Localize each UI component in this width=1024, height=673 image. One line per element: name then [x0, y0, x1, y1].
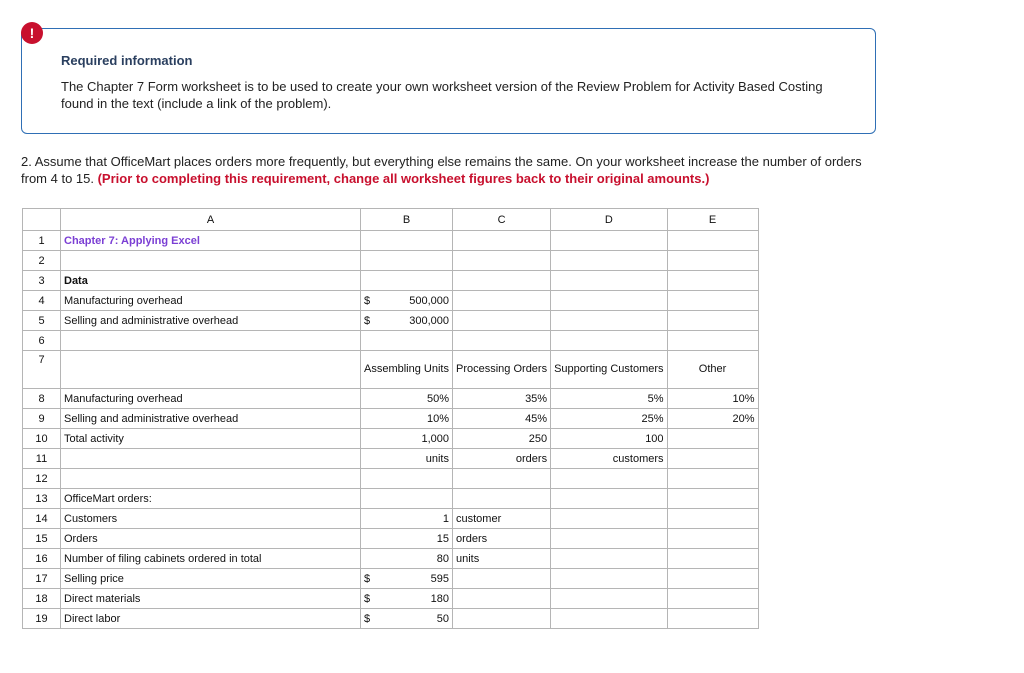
table-row: [23, 409, 759, 429]
table-row: [23, 449, 759, 469]
cell: [453, 489, 551, 509]
cell: [361, 251, 453, 271]
orders-label: Orders: [61, 529, 361, 549]
unit-supporting: customers: [551, 449, 667, 469]
direct-materials-value: [361, 589, 453, 609]
header-assembling-units: Assembling Units: [361, 351, 453, 389]
table-row: [23, 569, 759, 589]
mfg-overhead-value: [361, 291, 453, 311]
mfg-processing: 35%: [453, 389, 551, 409]
activity-supporting: 100: [551, 429, 667, 449]
cell: [453, 231, 551, 251]
cell: [667, 251, 758, 271]
cell: [453, 609, 551, 629]
direct-labor-label: Direct labor: [61, 609, 361, 629]
row-number: 12: [23, 469, 61, 489]
question-body: 2. Assume that OfficeMart places orders more frequently, but everything else remains the same. On your worksheet increase the number of orders from 4 to 15.: [21, 154, 862, 186]
table-row: [23, 351, 759, 389]
corner-cell: [23, 209, 61, 231]
table-row: [23, 331, 759, 351]
currency-symbol: $: [364, 294, 371, 307]
sheet-title: Chapter 7: Applying Excel: [61, 231, 361, 251]
cell: [453, 271, 551, 291]
table-row: [23, 589, 759, 609]
selling-price-value: [361, 569, 453, 589]
amount: 50: [436, 612, 449, 625]
orders-unit: orders: [453, 529, 551, 549]
cell: [551, 291, 667, 311]
amount: 500,000: [409, 294, 449, 307]
cell: [551, 509, 667, 529]
row-number: 19: [23, 609, 61, 629]
column-header-c: C: [453, 209, 551, 231]
row-number: 2: [23, 251, 61, 271]
cell: [667, 469, 758, 489]
cell: [61, 469, 361, 489]
row-number: 4: [23, 291, 61, 311]
selling-price-label: Selling price: [61, 569, 361, 589]
data-label: Data: [61, 271, 361, 291]
row-number: 1: [23, 231, 61, 251]
mfg-overhead-label: Manufacturing overhead: [61, 291, 361, 311]
table-row: [23, 509, 759, 529]
cell: [551, 529, 667, 549]
row-number: 15: [23, 529, 61, 549]
info-title: Required information: [61, 53, 193, 68]
header-supporting-customers: Supporting Customers: [551, 351, 667, 389]
table-row: [23, 529, 759, 549]
cell: [453, 331, 551, 351]
cell: [361, 231, 453, 251]
question-text: [21, 153, 891, 187]
sga-assembling: 10%: [361, 409, 453, 429]
table-row: [23, 549, 759, 569]
cell: [453, 251, 551, 271]
cell: [667, 609, 758, 629]
mfg-supporting: 5%: [551, 389, 667, 409]
cell: [61, 251, 361, 271]
sga-processing: 45%: [453, 409, 551, 429]
cell: [61, 351, 361, 389]
cabinets-label: Number of filing cabinets ordered in total: [61, 549, 361, 569]
row-number: 10: [23, 429, 61, 449]
table-row: [23, 389, 759, 409]
amount: 300,000: [409, 314, 449, 327]
cell: [667, 569, 758, 589]
amount: 180: [430, 592, 449, 605]
worksheet-table: [22, 208, 759, 629]
row-number: 9: [23, 409, 61, 429]
cell: [551, 609, 667, 629]
table-row: [23, 311, 759, 331]
row-number: 7: [23, 351, 61, 389]
cell: [667, 331, 758, 351]
cell: [551, 331, 667, 351]
header-processing-orders: Processing Orders: [453, 351, 551, 389]
question-emphasis: (Prior to completing this requirement, change all worksheet figures back to their original amounts.): [97, 171, 710, 186]
sga-overhead-label: Selling and administrative overhead: [61, 311, 361, 331]
cabinets-value: 80: [361, 549, 453, 569]
customers-label: Customers: [61, 509, 361, 529]
cell: [551, 271, 667, 291]
row-number: 11: [23, 449, 61, 469]
unit-processing: orders: [453, 449, 551, 469]
cell: [453, 311, 551, 331]
cell: [667, 549, 758, 569]
table-row: [23, 251, 759, 271]
currency-symbol: $: [364, 612, 371, 625]
cell: [551, 589, 667, 609]
row-number: 8: [23, 389, 61, 409]
currency-symbol: $: [364, 592, 371, 605]
activity-processing: 250: [453, 429, 551, 449]
cell: [667, 509, 758, 529]
mfg-row-label: Manufacturing overhead: [61, 389, 361, 409]
orders-header: OfficeMart orders:: [61, 489, 361, 509]
currency-symbol: $: [364, 572, 371, 585]
cell: [667, 311, 758, 331]
column-header-e: E: [667, 209, 758, 231]
unit-assembling: units: [361, 449, 453, 469]
column-header-a: A: [61, 209, 361, 231]
sga-other: 20%: [667, 409, 758, 429]
cell: [551, 311, 667, 331]
cell: [551, 469, 667, 489]
cell: [453, 469, 551, 489]
sga-overhead-value: [361, 311, 453, 331]
orders-value: 15: [361, 529, 453, 549]
alert-icon: !: [21, 22, 43, 44]
row-number: 14: [23, 509, 61, 529]
customers-unit: customer: [453, 509, 551, 529]
mfg-other: 10%: [667, 389, 758, 409]
header-other: Other: [667, 351, 758, 389]
direct-labor-value: [361, 609, 453, 629]
row-number: 3: [23, 271, 61, 291]
mfg-assembling: 50%: [361, 389, 453, 409]
cell: [667, 529, 758, 549]
activity-assembling: 1,000: [361, 429, 453, 449]
customers-value: 1: [361, 509, 453, 529]
direct-materials-label: Direct materials: [61, 589, 361, 609]
cell: [551, 231, 667, 251]
cell: [667, 429, 758, 449]
cell: [667, 231, 758, 251]
sga-row-label: Selling and administrative overhead: [61, 409, 361, 429]
column-header-b: B: [361, 209, 453, 231]
cell: [551, 489, 667, 509]
cell: [453, 569, 551, 589]
cell: [667, 291, 758, 311]
table-row: [23, 469, 759, 489]
cell: [361, 469, 453, 489]
cell: [361, 331, 453, 351]
amount: 595: [430, 572, 449, 585]
table-row: [23, 231, 759, 251]
cell: [667, 589, 758, 609]
activity-label: Total activity: [61, 429, 361, 449]
cell: [667, 489, 758, 509]
cabinets-unit: units: [453, 549, 551, 569]
sga-supporting: 25%: [551, 409, 667, 429]
info-body: The Chapter 7 Form worksheet is to be used to create your own worksheet version of the Review Problem for Activity Based Costing found in the text (include a link of the problem).: [61, 79, 823, 111]
cell: [453, 291, 551, 311]
row-number: 18: [23, 589, 61, 609]
cell: [61, 331, 361, 351]
table-row: [23, 291, 759, 311]
column-header-row: [23, 209, 759, 231]
cell: [361, 271, 453, 291]
currency-symbol: $: [364, 314, 371, 327]
table-row: [23, 609, 759, 629]
row-number: 6: [23, 331, 61, 351]
row-number: 16: [23, 549, 61, 569]
required-info-box: [21, 28, 876, 134]
cell: [453, 589, 551, 609]
cell: [667, 449, 758, 469]
cell: [551, 569, 667, 589]
table-row: [23, 489, 759, 509]
cell: [551, 251, 667, 271]
table-row: [23, 429, 759, 449]
cell: [667, 271, 758, 291]
row-number: 5: [23, 311, 61, 331]
cell: [361, 489, 453, 509]
table-row: [23, 271, 759, 291]
column-header-d: D: [551, 209, 667, 231]
row-number: 17: [23, 569, 61, 589]
cell: [551, 549, 667, 569]
cell: [61, 449, 361, 469]
row-number: 13: [23, 489, 61, 509]
